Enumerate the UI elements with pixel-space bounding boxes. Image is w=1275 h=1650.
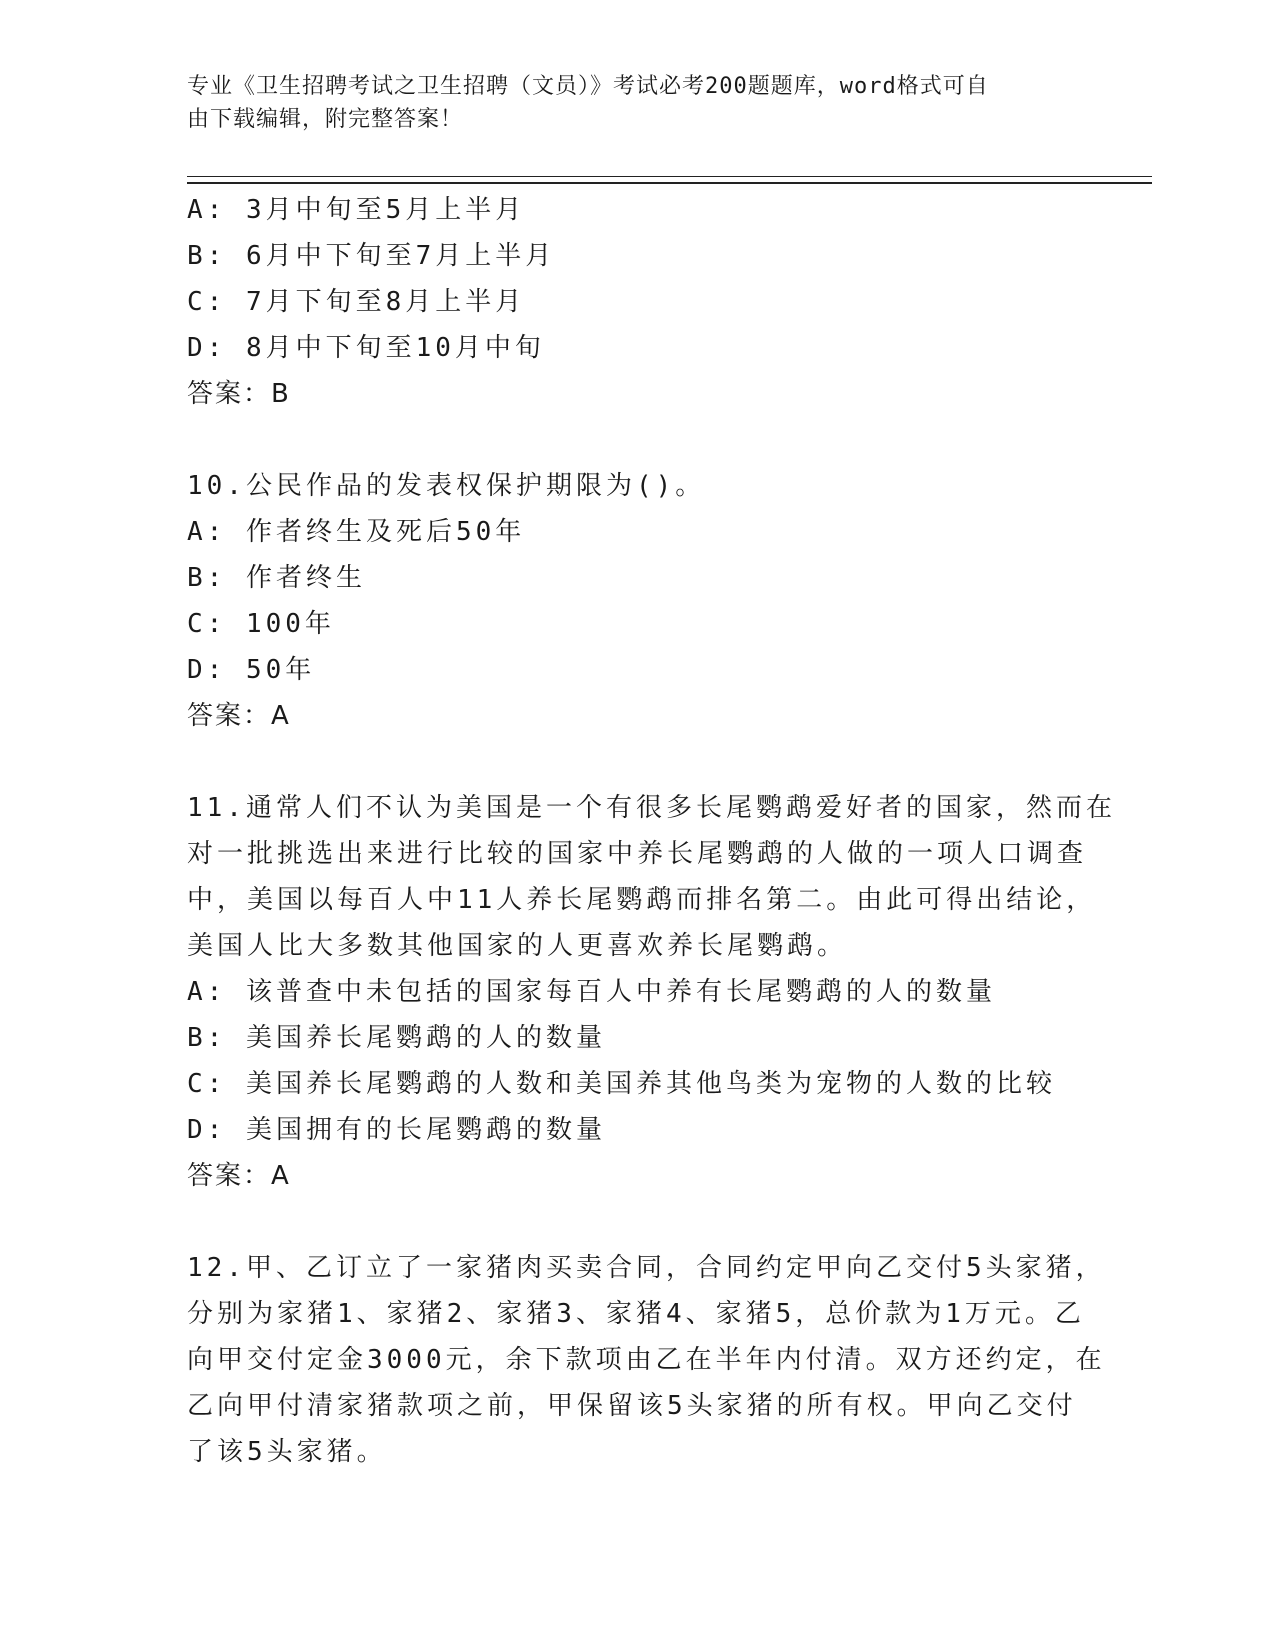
- header-divider-thick: [187, 182, 1152, 184]
- option-b: B: 6月中下旬至7月上半月: [187, 241, 556, 271]
- question-stem-line: 美国人比大多数其他国家的人更喜欢养长尾鹦鹉。: [187, 931, 848, 961]
- option-d: D: 8月中下旬至10月中旬: [187, 333, 545, 363]
- option-a: A: 该普查中未包括的国家每百人中养有长尾鹦鹉的人的数量: [187, 977, 996, 1007]
- question-stem-line: 12.甲、乙订立了一家猪肉买卖合同，合同约定甲向乙交付5头家猪，: [187, 1253, 1106, 1283]
- option-c: C: 美国养长尾鹦鹉的人数和美国养其他鸟类为宠物的人数的比较: [187, 1069, 1056, 1099]
- question-stem: 10.公民作品的发表权保护期限为()。: [187, 471, 706, 501]
- question-stem-line: 向甲交付定金3000元，余下款项由乙在半年内付清。双方还约定，在: [187, 1345, 1106, 1375]
- option-c: C: 100年: [187, 609, 335, 639]
- option-a: A: 3月中旬至5月上半月: [187, 195, 526, 225]
- option-b: B: 美国养长尾鹦鹉的人的数量: [187, 1023, 606, 1053]
- option-d: D: 美国拥有的长尾鹦鹉的数量: [187, 1115, 606, 1145]
- document-header: [187, 70, 1067, 136]
- answer-line: 答案：A: [187, 701, 291, 731]
- question-stem-line: 了该5头家猪。: [187, 1437, 387, 1467]
- question-stem-line: 乙向甲付清家猪款项之前，甲保留该5头家猪的所有权。甲向乙交付: [187, 1391, 1077, 1421]
- header-line-2: 由下载编辑，附完整答案！: [187, 107, 464, 132]
- question-11-block: [187, 785, 1116, 1199]
- question-stem-line: 对一批挑选出来进行比较的国家中养长尾鹦鹉的人做的一项人口调查: [187, 839, 1088, 869]
- question-9-block: [187, 187, 1087, 417]
- question-stem-line: 分别为家猪1、家猪2、家猪3、家猪4、家猪5，总价款为1万元。乙: [187, 1299, 1085, 1329]
- option-d: D: 50年: [187, 655, 316, 685]
- document-body: [187, 187, 1116, 1475]
- question-stem-line: 11.通常人们不认为美国是一个有很多长尾鹦鹉爱好者的国家，然而在: [187, 793, 1116, 823]
- answer-line: 答案：B: [187, 379, 291, 409]
- option-a: A: 作者终生及死后50年: [187, 517, 526, 547]
- option-b: B: 作者终生: [187, 563, 366, 593]
- question-12-block: [187, 1245, 1106, 1475]
- answer-line: 答案：A: [187, 1161, 291, 1191]
- question-10-block: [187, 463, 1087, 739]
- header-line-1: 专业《卫生招聘考试之卫生招聘（文员）》考试必考200题题库，word格式可自: [187, 74, 989, 99]
- question-stem-line: 中，美国以每百人中11人养长尾鹦鹉而排名第二。由此可得出结论，: [187, 885, 1097, 915]
- option-c: C: 7月下旬至8月上半月: [187, 287, 526, 317]
- header-divider-thin: [187, 176, 1152, 177]
